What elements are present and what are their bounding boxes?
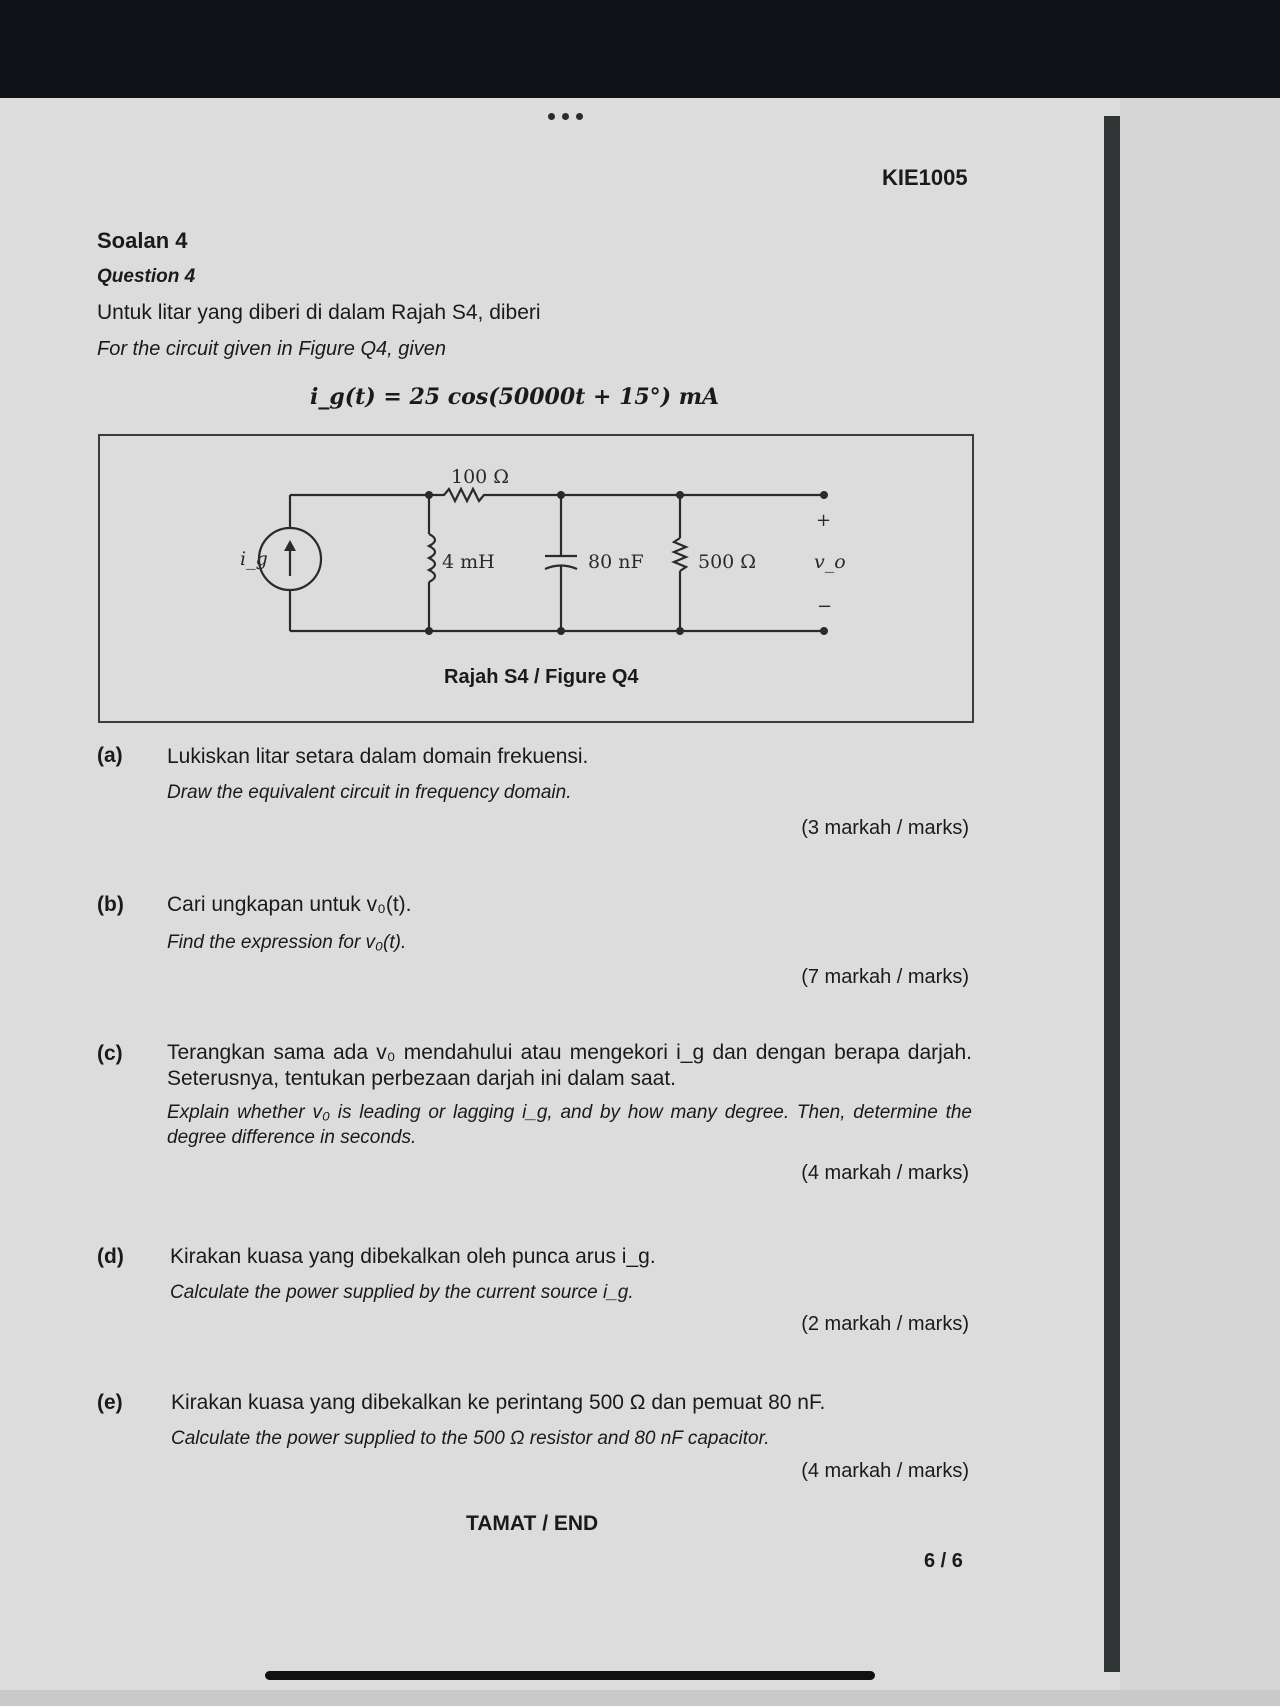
resistor-100-label: 100 Ω: [451, 466, 510, 488]
figure-caption: Rajah S4 / Figure Q4: [444, 666, 639, 688]
intro-text-en: For the circuit given in Figure Q4, given: [97, 338, 447, 360]
output-terminal-top: [820, 491, 828, 499]
node-dot: [425, 491, 433, 499]
node-dot: [676, 627, 684, 635]
inductor-symbol: [429, 534, 435, 582]
output-voltage-label: v_o: [814, 551, 846, 573]
bottom-edge: [0, 1690, 1280, 1706]
home-indicator[interactable]: [265, 1671, 875, 1680]
node-dot: [557, 491, 565, 499]
part-d-text-en: Calculate the power supplied by the current source i_g.: [170, 1282, 634, 1303]
question-title-en: Question 4: [97, 266, 196, 287]
part-d-text-my: Kirakan kuasa yang dibekalkan oleh punca arus i_g.: [170, 1245, 656, 1268]
top-bezel: [0, 0, 1280, 98]
source-label: i_g: [240, 548, 268, 570]
node-dot: [425, 627, 433, 635]
part-a-marks: (3 markah / marks): [801, 817, 969, 839]
inductor-label: 4 mH: [442, 551, 495, 573]
part-b-marks: (7 markah / marks): [801, 966, 969, 988]
question-title-my: Soalan 4: [97, 228, 188, 253]
part-c-text-my: Terangkan sama ada v₀ mendahului atau mengekori i_g dan dengan berapa darjah. Seterusnya, tentukan perbezaan darjah ini dalam saat.: [167, 1041, 972, 1090]
scrollbar[interactable]: [1104, 116, 1120, 1672]
part-b-text-en: Find the expression for v₀(t).: [167, 932, 407, 953]
node-dot: [557, 627, 565, 635]
part-e-label: (e): [97, 1391, 123, 1414]
output-plus: +: [816, 510, 832, 531]
part-c-text-en: Explain whether v₀ is leading or lagging i_g, and by how many degree. Then, determine the degree difference in seconds.: [167, 1102, 972, 1148]
part-d-marks: (2 markah / marks): [801, 1313, 969, 1335]
part-a-text-en: Draw the equivalent circuit in frequency domain.: [167, 782, 572, 803]
node-dot: [676, 491, 684, 499]
part-b-text-my: Cari ungkapan untuk v₀(t).: [167, 893, 412, 916]
part-e-marks: (4 markah / marks): [801, 1460, 969, 1482]
end-marker: TAMAT / END: [466, 1512, 599, 1535]
part-e-text-my: Kirakan kuasa yang dibekalkan ke perintang 500 Ω dan pemuat 80 nF.: [171, 1391, 826, 1414]
output-terminal-bottom: [820, 627, 828, 635]
part-e-text-en: Calculate the power supplied to the 500 Ω resistor and 80 nF capacitor.: [171, 1428, 770, 1449]
resistor-100-symbol: [438, 489, 493, 501]
resistor-500-label: 500 Ω: [698, 551, 757, 573]
course-code: KIE1005: [882, 165, 968, 190]
side-panel: [1120, 98, 1280, 1706]
intro-text-my: Untuk litar yang diberi di dalam Rajah S4, diberi: [97, 301, 541, 324]
source-equation: i_g(t) = 25 cos(50000t + 15°) mA: [310, 384, 720, 410]
part-c-label: (c): [97, 1042, 123, 1065]
page-number: 6 / 6: [924, 1550, 963, 1572]
part-b-label: (b): [97, 893, 124, 916]
part-a-label: (a): [97, 744, 123, 767]
capacitor-label: 80 nF: [588, 551, 644, 573]
part-c-marks: (4 markah / marks): [801, 1162, 969, 1184]
more-options-icon[interactable]: [548, 113, 583, 120]
part-a-text-my: Lukiskan litar setara dalam domain frekuensi.: [167, 745, 589, 768]
output-minus: −: [817, 596, 833, 617]
part-d-label: (d): [97, 1245, 124, 1268]
resistor-500-symbol: [674, 538, 686, 571]
